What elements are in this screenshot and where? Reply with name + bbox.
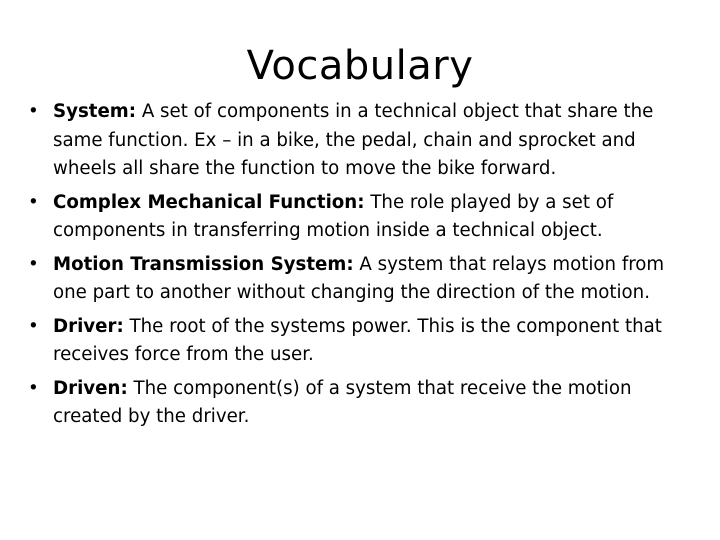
bullet-icon: • (28, 191, 39, 213)
term-label: Complex Mechanical Function: (53, 191, 365, 213)
list-item (28, 189, 668, 246)
bullet-icon: • (28, 377, 39, 399)
term-definition: The root of the systems power. This is the component that receives force from the user. (53, 315, 662, 365)
term-definition: A set of components in a technical object that share the same function. Ex – in a bike, the pedal, chain and sprocket and wheels all share the function to move the bike forward. (53, 101, 654, 179)
term-definition: A system that relays motion from one part to another without changing the direction of the motion. (53, 253, 665, 303)
list-item (28, 375, 668, 432)
vocabulary-list (28, 98, 668, 437)
term-definition: The role played by a set of components in transferring motion inside a technical object. (53, 191, 614, 241)
term-label: Driven: (53, 377, 128, 399)
term-definition: The component(s) of a system that receive the motion created by the driver. (53, 377, 632, 427)
slide-title: Vocabulary (246, 43, 474, 89)
list-item (28, 98, 668, 184)
term-label: Motion Transmission System: (53, 253, 354, 275)
bullet-icon: • (28, 315, 39, 337)
list-item (28, 313, 668, 370)
list-item (28, 251, 668, 308)
bullet-icon: • (28, 253, 39, 275)
term-label: Driver: (53, 315, 124, 337)
bullet-icon: • (28, 101, 39, 122)
term-label: System: (53, 101, 137, 122)
